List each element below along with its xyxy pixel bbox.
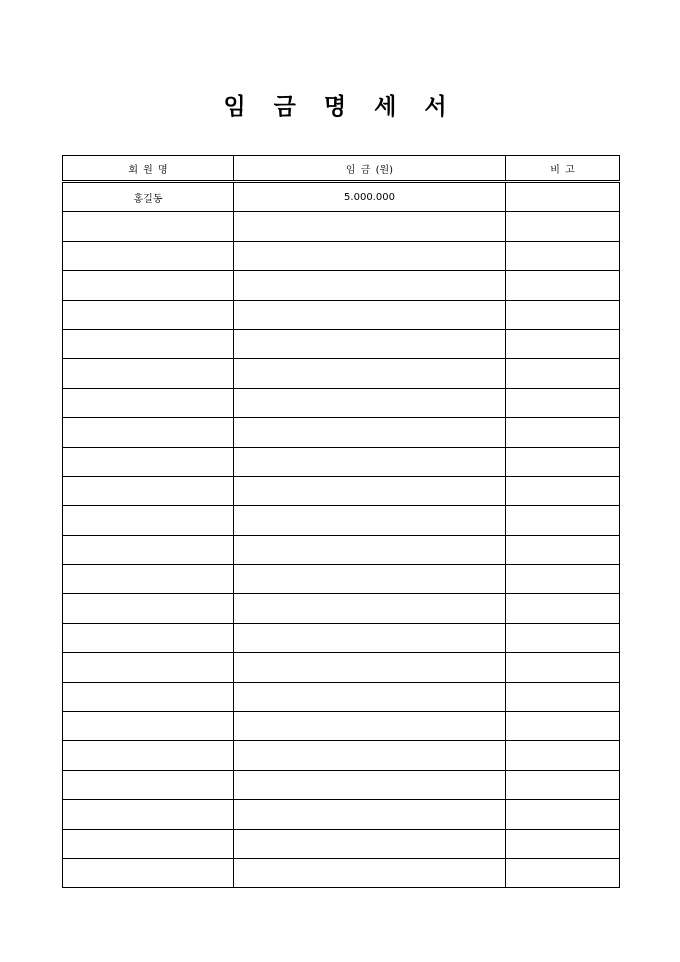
cell-member-name [63,476,234,505]
table-row [63,800,620,829]
table-row [63,535,620,564]
table-row [63,212,620,241]
cell-wage [234,506,506,535]
cell-member-name [63,241,234,270]
cell-wage [234,858,506,887]
cell-wage [234,829,506,858]
cell-wage [234,565,506,594]
cell-remarks [506,800,620,829]
cell-wage [234,329,506,358]
cell-member-name [63,418,234,447]
table-row [63,329,620,358]
cell-remarks [506,506,620,535]
table-row [63,418,620,447]
cell-wage [234,388,506,417]
cell-wage: 5.000.000 [234,182,506,212]
cell-member-name [63,300,234,329]
cell-member-name [63,329,234,358]
cell-remarks [506,359,620,388]
table-row [63,741,620,770]
page-title: 임 금 명 세 서 [223,94,457,120]
cell-remarks [506,594,620,623]
cell-wage [234,712,506,741]
cell-member-name [63,682,234,711]
cell-remarks [506,682,620,711]
cell-remarks [506,418,620,447]
cell-remarks [506,476,620,505]
table-row [63,858,620,887]
table-row [63,271,620,300]
cell-wage [234,770,506,799]
cell-member-name [63,858,234,887]
cell-member-name [63,359,234,388]
cell-remarks [506,329,620,358]
cell-remarks [506,829,620,858]
cell-member-name [63,565,234,594]
cell-wage [234,418,506,447]
cell-wage [234,623,506,652]
table-row [63,594,620,623]
cell-member-name [63,653,234,682]
cell-remarks [506,182,620,212]
cell-remarks [506,741,620,770]
cell-remarks [506,565,620,594]
cell-member-name [63,506,234,535]
table-row [63,653,620,682]
cell-remarks [506,271,620,300]
cell-wage [234,241,506,270]
table-body [63,182,620,888]
cell-member-name: 홍길동 [63,182,234,212]
wage-table [62,155,620,888]
column-header-remarks: 비 고 [506,156,620,182]
column-header-wage: 임 금 (원) [234,156,506,182]
cell-member-name [63,388,234,417]
table-row [63,476,620,505]
cell-wage [234,653,506,682]
cell-remarks [506,623,620,652]
cell-wage [234,271,506,300]
table-row [63,388,620,417]
cell-wage [234,359,506,388]
column-header-member-name: 회 원 명 [63,156,234,182]
cell-member-name [63,741,234,770]
table-row [63,300,620,329]
table-row [63,829,620,858]
cell-member-name [63,800,234,829]
cell-member-name [63,712,234,741]
cell-remarks [506,447,620,476]
cell-remarks [506,653,620,682]
cell-remarks [506,300,620,329]
table-row [63,447,620,476]
cell-wage [234,594,506,623]
table-row [63,770,620,799]
table-row [63,241,620,270]
table-header-row [63,156,620,182]
cell-remarks [506,858,620,887]
cell-wage [234,535,506,564]
cell-wage [234,447,506,476]
cell-wage [234,476,506,505]
cell-member-name [63,447,234,476]
table-row [63,506,620,535]
cell-member-name [63,271,234,300]
table-row [63,682,620,711]
cell-wage [234,212,506,241]
cell-member-name [63,770,234,799]
cell-wage [234,682,506,711]
table-row [63,359,620,388]
cell-member-name [63,594,234,623]
cell-remarks [506,770,620,799]
cell-remarks [506,388,620,417]
cell-wage [234,741,506,770]
table-row [63,712,620,741]
cell-member-name [63,829,234,858]
cell-remarks [506,212,620,241]
cell-wage [234,300,506,329]
cell-wage [234,800,506,829]
cell-member-name [63,212,234,241]
table-row [63,565,620,594]
cell-remarks [506,535,620,564]
cell-remarks [506,712,620,741]
cell-remarks [506,241,620,270]
table-row [63,623,620,652]
table-row [63,182,620,212]
cell-member-name [63,535,234,564]
cell-member-name [63,623,234,652]
